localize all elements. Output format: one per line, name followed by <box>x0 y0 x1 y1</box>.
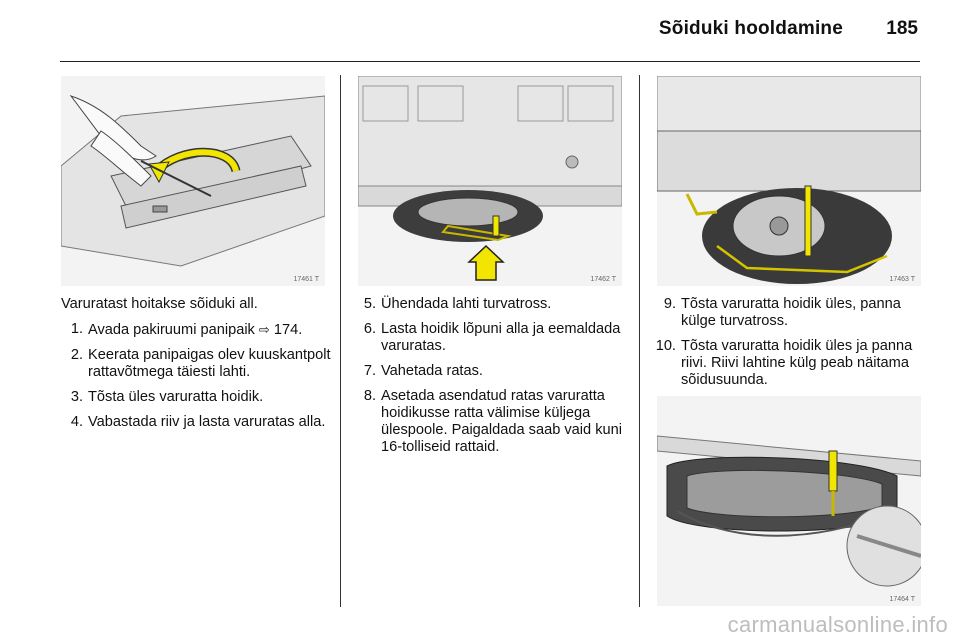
figure-id: 17462 T <box>590 276 616 283</box>
step-number: 1. <box>70 321 83 337</box>
page-number: 185 <box>886 18 918 39</box>
step-number: 4. <box>70 414 83 430</box>
header-divider <box>60 61 920 62</box>
column-2-text <box>360 296 630 464</box>
list-item <box>61 321 331 339</box>
step-text: Keerata panipaigas olev kuuskantpolt rattavõtmega täiesti lahti. <box>88 347 331 380</box>
step-number: 7. <box>363 363 376 379</box>
step-text: Tõsta varuratta hoidik üles, panna külge turvatross. <box>681 296 901 329</box>
figure-spare-wheel-mounted <box>657 396 921 606</box>
page-reference[interactable]: 174. <box>273 322 303 338</box>
figure-spare-wheel-underside <box>358 76 622 286</box>
figure-trunk-compartment <box>61 76 325 286</box>
list-item <box>360 321 630 355</box>
figure-spare-wheel-holder <box>657 76 921 286</box>
watermark: carmanualsonline.info <box>727 612 948 637</box>
step-text: Vahetada ratas. <box>381 363 483 379</box>
step-number: 10. <box>655 338 676 354</box>
figure-id: 17461 T <box>293 276 319 283</box>
step-text: Tõsta varuratta hoidik üles ja panna riivi. Riivi lahtine külg peab näitama sõidusuunda. <box>681 338 913 388</box>
list-item <box>360 363 630 380</box>
list-item <box>61 347 331 381</box>
step-text: Avada pakiruumi panipaik <box>88 322 255 338</box>
figure-id: 17464 T <box>889 596 915 603</box>
list-item <box>61 414 331 431</box>
step-number: 9. <box>663 296 676 312</box>
list-item <box>61 389 331 406</box>
column-divider <box>340 75 341 607</box>
list-item <box>640 338 925 389</box>
page-reference-arrow-icon: ⇨ <box>258 322 270 337</box>
step-number: 8. <box>363 388 376 404</box>
step-text: Tõsta üles varuratta hoidik. <box>88 389 264 405</box>
step-number: 3. <box>70 389 83 405</box>
step-number: 6. <box>363 321 376 337</box>
figure-id: 17463 T <box>889 276 915 283</box>
page-title: Sõiduki hooldamine <box>658 18 843 39</box>
column-3-text <box>640 296 925 397</box>
intro-text: Varuratast hoitakse sõiduki all. <box>61 296 258 312</box>
step-text: Vabastada riiv ja lasta varuratas alla. <box>88 414 326 430</box>
step-text: Asetada asendatud ratas varuratta hoidikusse ratta välimise küljega ülespoole. Paigaldada saab vaid kuni 16-tolliseid rattaid. <box>381 388 622 455</box>
step-number: 2. <box>70 347 83 363</box>
column-1-text <box>61 296 331 439</box>
list-item <box>640 296 925 330</box>
list-item <box>360 388 630 456</box>
step-text: Ühendada lahti turvatross. <box>381 296 552 312</box>
step-text: Lasta hoidik lõpuni alla ja eemaldada varuratas. <box>381 321 621 354</box>
list-item <box>360 296 630 313</box>
step-number: 5. <box>363 296 376 312</box>
